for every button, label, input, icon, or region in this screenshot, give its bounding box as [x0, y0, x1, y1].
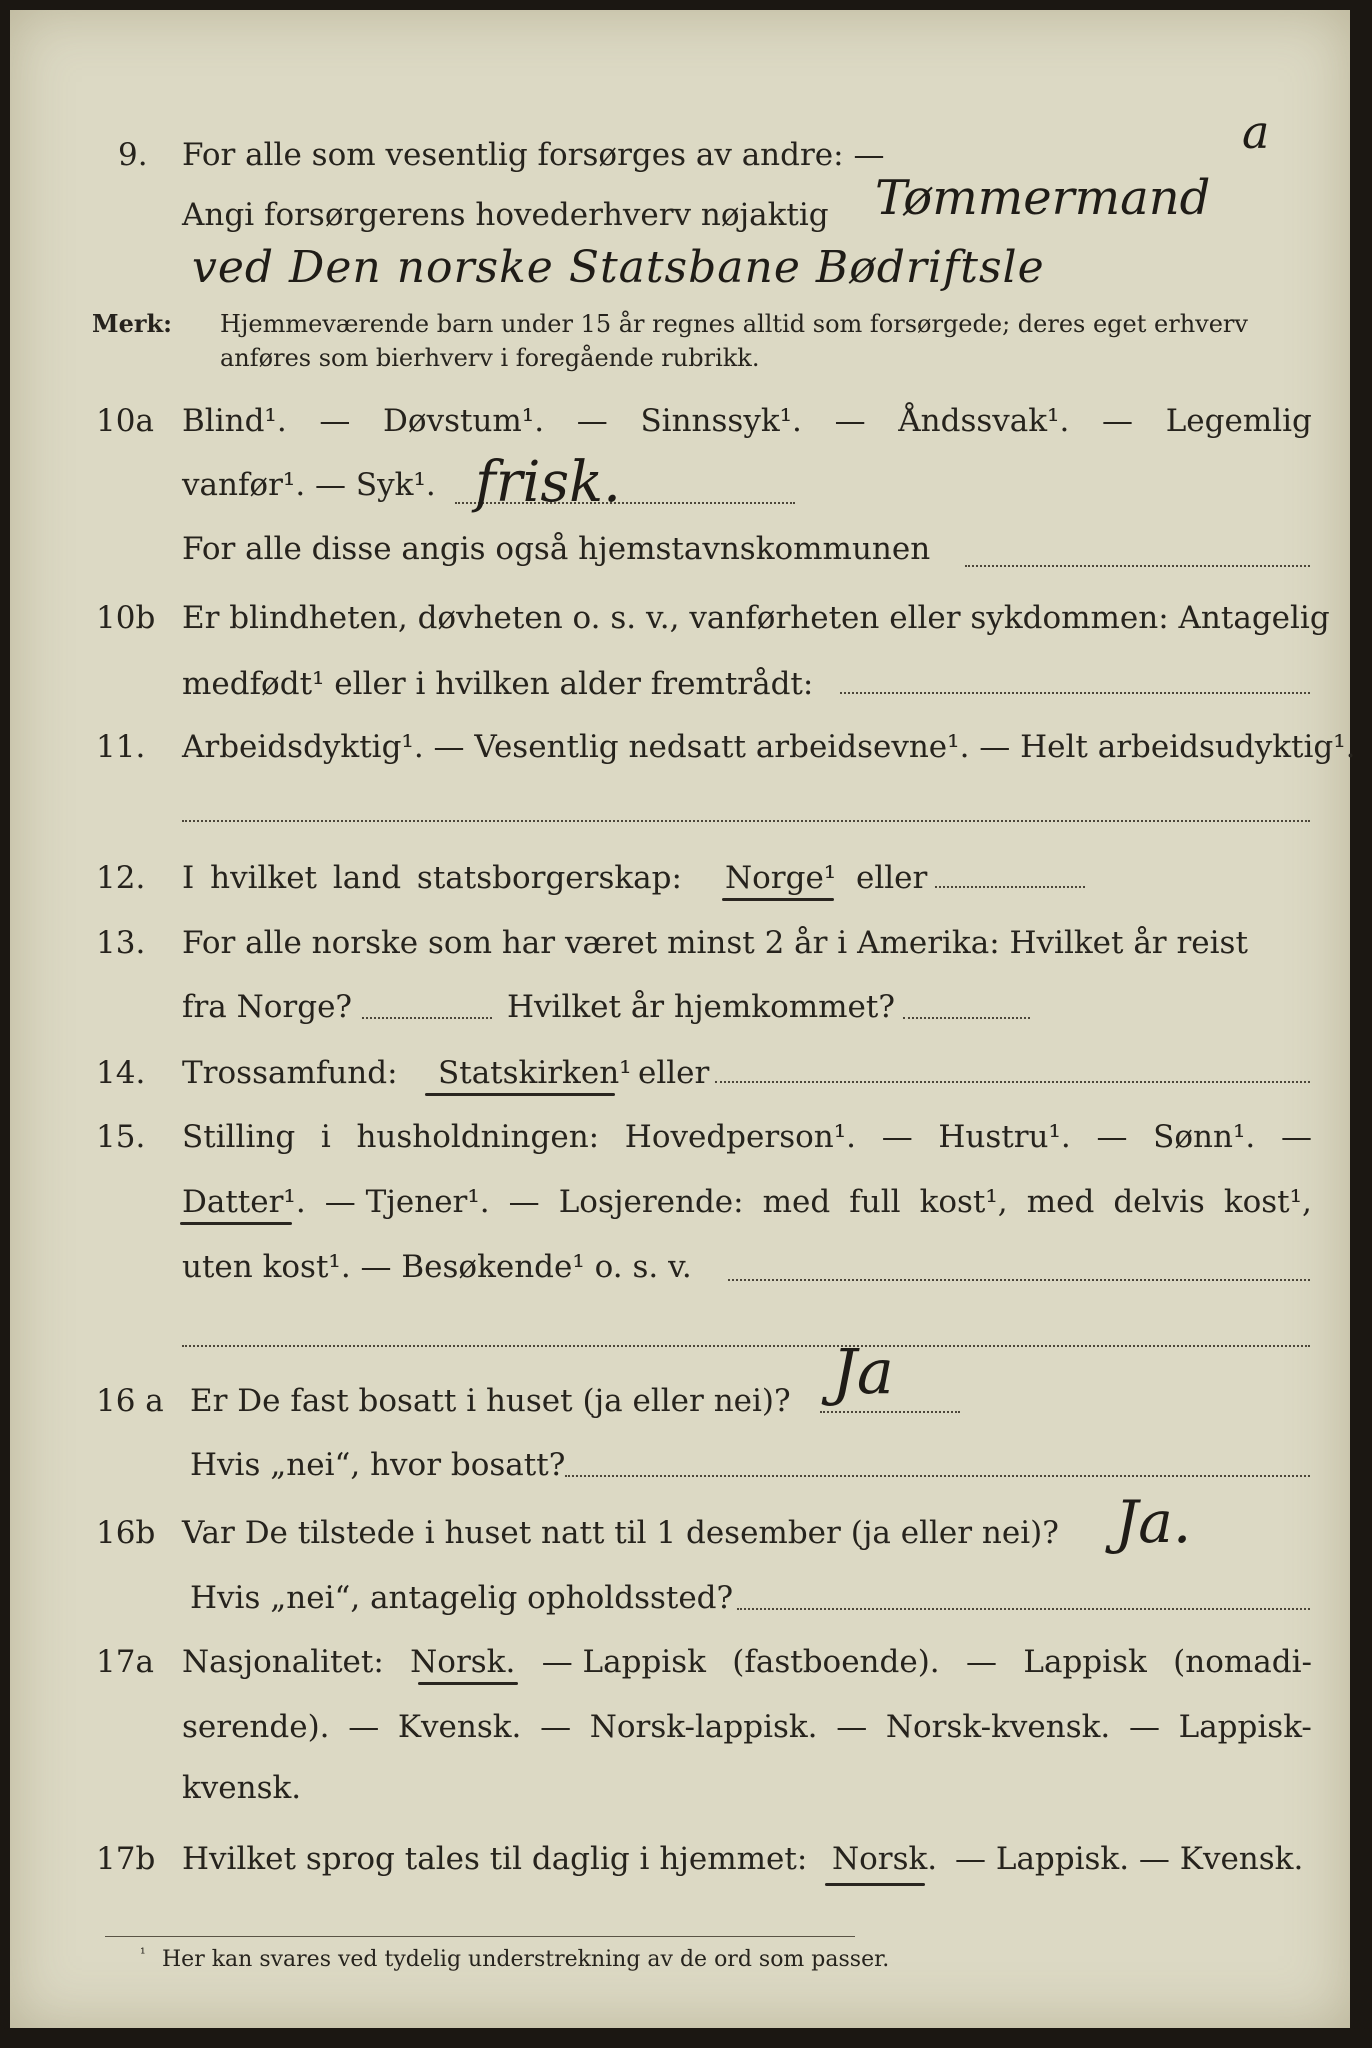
q11-text-1: Arbeidsdyktig¹. — Vesentlig nedsatt arbeidsevne¹. — Helt arbeidsudyktig¹.: [182, 729, 1356, 765]
q10a-handwritten-answer: frisk.: [475, 450, 621, 515]
q17a-text-3: kvensk.: [182, 1770, 302, 1806]
q9-text-2: Angi forsørgerens hovederhverv nøjaktig: [182, 197, 829, 233]
q15-number: 15.: [96, 1119, 146, 1155]
q14-text: Trossamfund:: [182, 1055, 398, 1091]
q15-underline-mark: [180, 1222, 292, 1225]
q13-text-1: For alle norske som har været minst 2 år i Amerika: Hvilket år reist: [182, 925, 1248, 961]
q15-word: delvis: [1113, 1184, 1205, 1220]
q12-underline-mark: [722, 898, 834, 901]
merk-text-2: anføres som bierhverv i foregående rubrikk.: [220, 344, 760, 372]
q15-word: Hovedperson¹.: [624, 1119, 857, 1155]
q17b-text: Hvilket sprog tales til daglig i hjemmet:: [182, 1841, 808, 1877]
q15-word: —: [881, 1119, 913, 1155]
q12-answer-line: [935, 886, 1085, 888]
q16a-answer-line: [820, 1411, 960, 1413]
q15-word: Stilling: [182, 1119, 296, 1155]
q15-word: Hustru¹.: [938, 1119, 1071, 1155]
q16a-number: 16 a: [96, 1383, 164, 1419]
q17a-word: — Lappisk: [541, 1644, 706, 1680]
footnote-text: Her kan svares ved tydelig understrekning av de ord som passer.: [162, 1947, 890, 1972]
q17a-word: Norsk-lappisk.: [589, 1709, 818, 1745]
q17a-options-line-1: [182, 1642, 1312, 1682]
q17a-word: (nomadi-: [1173, 1644, 1312, 1680]
q9-number: 9.: [118, 137, 148, 173]
q10a-word: —: [834, 403, 866, 439]
q10a-word: Blind¹.: [182, 403, 287, 439]
q10a-options-line: [182, 401, 1312, 441]
q15-word: —: [1096, 1119, 1128, 1155]
q15-word: med: [762, 1184, 831, 1220]
q17b-underline-mark: [825, 1883, 925, 1886]
q11-number: 11.: [96, 729, 146, 765]
q14-option-statskirken: Statskirken¹: [438, 1055, 632, 1091]
q17b-option-norsk: Norsk.: [832, 1841, 938, 1877]
q17a-word: —: [348, 1709, 380, 1745]
q15-word: Losjerende:: [558, 1184, 744, 1220]
q13-text-2b: Hvilket år hjemkommet?: [507, 989, 895, 1025]
q17b-rest: — Lappisk. — Kvensk.: [955, 1841, 1304, 1877]
footnote-divider: [105, 1936, 855, 1937]
q16b-opholdssted-line: [737, 1608, 1310, 1610]
q10a-word: Legemlig: [1165, 403, 1312, 439]
q15-word: full: [849, 1184, 901, 1220]
q17a-option-norsk: Norsk.: [410, 1644, 516, 1680]
q10a-word: Sinnssyk¹.: [640, 403, 802, 439]
q13-hjemkommet-line: [903, 1017, 1030, 1019]
q15-word: kost¹,: [1223, 1184, 1312, 1220]
q10a-word: Åndssvak¹.: [898, 403, 1070, 439]
q10a-text-2: vanfør¹. — Syk¹.: [182, 467, 436, 503]
q15-option-datter: Datter¹.: [182, 1184, 306, 1220]
q17a-word: —: [836, 1709, 868, 1745]
q15-word: — Tjener¹.: [324, 1184, 490, 1220]
q11-answer-line: [182, 820, 1310, 822]
q13-text-2a: fra Norge?: [182, 989, 353, 1025]
q17a-word: (fastboende).: [732, 1644, 940, 1680]
q15-word: kost¹,: [919, 1184, 1008, 1220]
q10a-word: —: [1102, 403, 1134, 439]
merk-text-1: Hjemmeværende barn under 15 år regnes alltid som forsørgede; deres eget erhverv: [220, 310, 1248, 338]
q16a-bosatt-line: [565, 1475, 1310, 1477]
q17a-underline-mark: [418, 1682, 518, 1685]
q16a-text-1: Er De fast bosatt i huset (ja eller nei)?: [190, 1383, 791, 1419]
q13-reist-line: [362, 1017, 492, 1019]
q12-option-norge: Norge¹: [725, 860, 837, 896]
footnote-mark: ¹: [140, 1946, 146, 1962]
q15-extra-line: [182, 1345, 1310, 1347]
q17a-number: 17a: [96, 1644, 154, 1680]
q10a-word: —: [319, 403, 351, 439]
q10b-number: 10b: [96, 600, 156, 636]
q17a-options-line-2: [182, 1707, 1312, 1747]
q10b-answer-line: [840, 692, 1310, 694]
q12-text: I hvilket land statsborgerskap:: [182, 860, 682, 896]
q17a-word: serende).: [182, 1709, 330, 1745]
q9-handwritten-a: a: [1242, 105, 1270, 159]
q17a-label: Nasjonalitet:: [182, 1644, 384, 1680]
census-form-page: [10, 10, 1356, 2028]
q16a-handwritten-answer: Ja: [832, 1335, 894, 1408]
q16b-text-2: Hvis „nei“, antagelig opholdssted?: [190, 1580, 734, 1616]
q17a-word: Lappisk: [1023, 1644, 1147, 1680]
q10b-text-1: Er blindheten, døvheten o. s. v., vanførheten eller sykdommen: Antagelig: [182, 600, 1330, 636]
q14-rest: eller: [638, 1055, 710, 1091]
q10b-text-2: medfødt¹ eller i hvilken alder fremtrådt:: [182, 666, 814, 702]
q15-options-line-1: [182, 1117, 1312, 1157]
q15-options-line-2: [182, 1182, 1312, 1222]
q15-word: husholdningen:: [356, 1119, 600, 1155]
q15-word: —: [1280, 1119, 1312, 1155]
merk-label: Merk:: [92, 309, 172, 338]
q14-answer-line: [715, 1081, 1310, 1083]
q12-rest: eller: [856, 860, 928, 896]
q12-number: 12.: [96, 860, 146, 896]
q16a-text-2: Hvis „nei“, hvor bosatt?: [190, 1447, 566, 1483]
q17a-word: —: [540, 1709, 572, 1745]
q14-number: 14.: [96, 1055, 146, 1091]
q15-word: med: [1026, 1184, 1095, 1220]
q10a-text-3: For alle disse angis også hjemstavnskommunen: [182, 531, 931, 567]
q17a-word: Kvensk.: [397, 1709, 522, 1745]
q17a-word: Norsk-kvensk.: [885, 1709, 1111, 1745]
q16b-handwritten-answer: Ja.: [1115, 1488, 1192, 1556]
q10a-word: —: [576, 403, 608, 439]
q10a-hjemstavn-line: [965, 565, 1310, 567]
q17a-word: —: [1128, 1709, 1160, 1745]
q15-word: Sønn¹.: [1153, 1119, 1256, 1155]
q16b-text-1: Var De tilstede i huset natt til 1 desember (ja eller nei)?: [182, 1515, 1059, 1551]
q17b-number: 17b: [96, 1841, 156, 1877]
q9-handwritten-answer-2: ved Den norske Statsbane Bødriftsle: [192, 242, 1045, 293]
q13-number: 13.: [96, 925, 146, 961]
q15-text-3: uten kost¹. — Besøkende¹ o. s. v.: [182, 1249, 692, 1285]
q10a-number: 10a: [96, 403, 154, 439]
q17a-word: —: [966, 1644, 998, 1680]
q15-word: i: [320, 1119, 331, 1155]
q15-answer-line: [728, 1279, 1310, 1281]
q9-text-1: For alle som vesentlig forsørges av andre: —: [182, 137, 885, 173]
q14-underline-mark: [425, 1093, 615, 1096]
q16b-number: 16b: [96, 1515, 156, 1551]
q15-word: —: [508, 1184, 540, 1220]
q10a-word: Døvstum¹.: [383, 403, 545, 439]
q17a-word: Lappisk-: [1178, 1709, 1312, 1745]
q9-handwritten-answer-1: Tømmermand: [875, 170, 1211, 226]
